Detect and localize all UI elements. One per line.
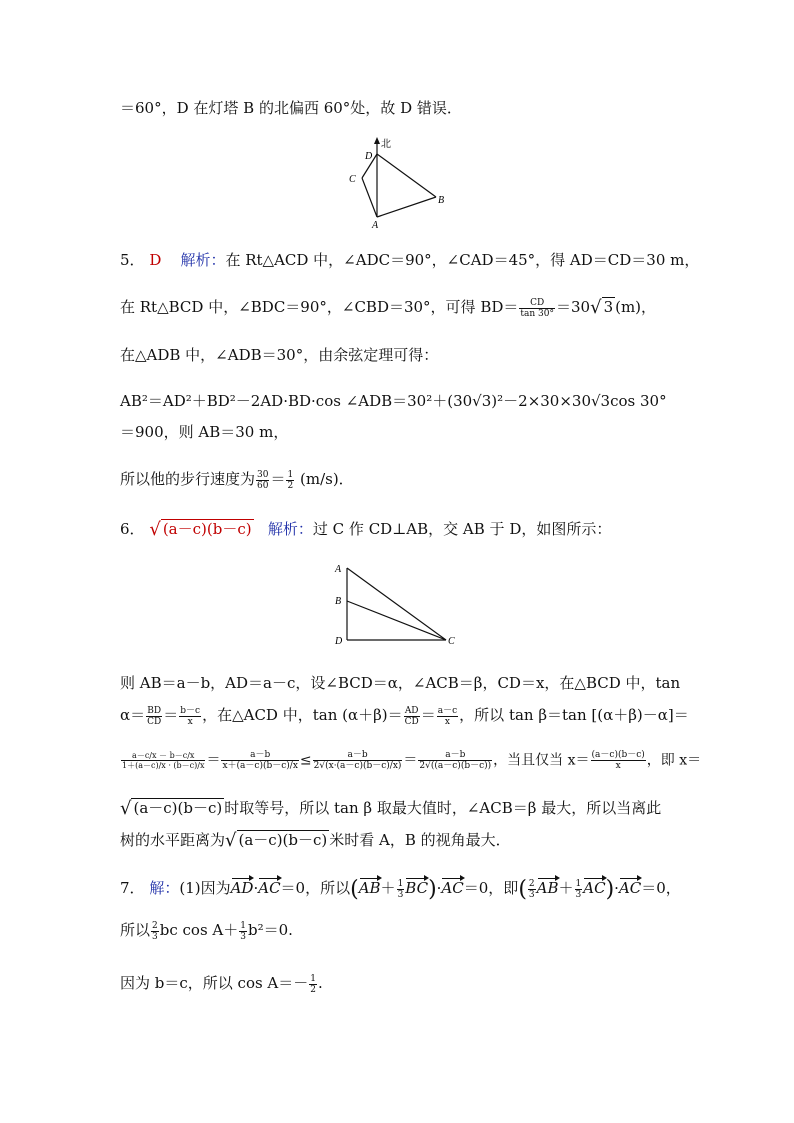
p5-jiexi: 解析： [180, 251, 226, 269]
p5-line-6: 所以他的步行速度为 $\frac{30}{60}$ ＝ $\frac{1}{2}$ (m/s)． [120, 469, 354, 491]
svg-text:C: C [448, 636, 455, 647]
p7-number: 7． [120, 879, 145, 897]
p5-answer: D [149, 251, 162, 269]
p5-line-1: 5． D 解析：在 Rt△ACD 中，∠ADC＝90°，∠CAD＝45°，得 AD＝CD＝30 m， [120, 251, 700, 269]
p6-line-5: √ (a－c)(b－c) 时取等号，所以 tan β 取最大值时，∠ACB＝β 最大，所以当离此 [120, 798, 662, 819]
p6-line-1: 6． √ (a－c)(b－c) 解析：过 C 作 CD⊥AB，交 AB 于 D，如图所示： [120, 519, 612, 540]
label-north: 北 [381, 139, 391, 150]
p5-line-5: ＝900，则 AB＝30 m， [120, 423, 289, 441]
text-line-top: ＝60°，D 在灯塔 B 的北偏西 60°处，故 D 错误． [120, 99, 462, 117]
p5-line-4: AB²＝AD²＋BD²－2AD·BD·cos ∠ADB＝30²＋(30√3)²－2×30×30√3cos 30° [120, 392, 667, 410]
svg-text:A: A [335, 564, 342, 575]
label-B: B [438, 195, 445, 206]
p7-line-3: 因为 b＝c，所以 cos A＝－ $\frac{1}{2}$ . [120, 973, 323, 995]
label-D: D [365, 151, 373, 162]
p7-line-1: 7． 解：(1)因为AD·AC＝0，所以(AB＋ $\frac{1}{3}$ BC)·AC＝0，即( $\frac{2}{3}$ AB＋ $\frac{1}{3}$ AC)·AC＝0， [120, 877, 681, 902]
p5-line-3: 在△ADB 中，∠ADB＝30°，由余弦定理可得： [120, 346, 439, 364]
svg-text:D: D [335, 636, 343, 647]
label-C: C [349, 174, 356, 185]
diagram-lighthouse [340, 134, 460, 230]
label-A: A [372, 220, 379, 230]
p6-answer: √ (a－c)(b－c) [149, 519, 252, 540]
p6-jiexi: 解析： [267, 520, 313, 538]
p7-line-2: 所以 $\frac{2}{3}$ bc cos A＋ $\frac{1}{3}$ b²＝0. [120, 920, 293, 942]
svg-text:B: B [335, 596, 342, 607]
p6-line-2: 则 AB＝a－b，AD＝a－c，设∠BCD＝α，∠ACB＝β，CD＝x，在△BCD 中，tan [120, 674, 681, 692]
p6-line-6: 树的水平距离为√ (a－c)(b－c) 米时看 A，B 的视角最大． [120, 830, 511, 851]
diagram-tree [332, 560, 462, 652]
p5-line-2: 在 Rt△BCD 中，∠BDC＝90°，∠CBD＝30°，可得 BD＝ $\frac{CD}{\tan 30^\circ}$ ＝30√ 3 (m)， [120, 297, 657, 319]
p7-jie: 解： [149, 879, 180, 897]
p6-line-4: $\frac{a-c/x - b-c/x}{1+(a-c)/x \cdot (b-c)/x}$ ＝ $\frac{a-b}{x+(a-c)(b-c)/x}$ ≤ $\frac{a-b}{2√(x\cdot(a-c)(b-c)/x)}$ ＝ $\frac{a-b}{2√((a-c)(b-c))}$ ，当且仅当 x＝ $\frac{(a-c)(b-c)}{x}$ ，即 x＝ [122, 750, 702, 771]
p5-number: 5． [120, 251, 145, 269]
p6-number: 6． [120, 520, 145, 538]
p6-line-3: α＝ $\frac{BD}{CD}$ ＝ $\frac{b-c}{x}$ ，在△ACD 中，tan (α＋β)＝ $\frac{AD}{CD}$ ＝ $\frac{a-c}{x}$ ，所以 tan β＝tan [(α＋β)－α]＝ [120, 705, 689, 727]
